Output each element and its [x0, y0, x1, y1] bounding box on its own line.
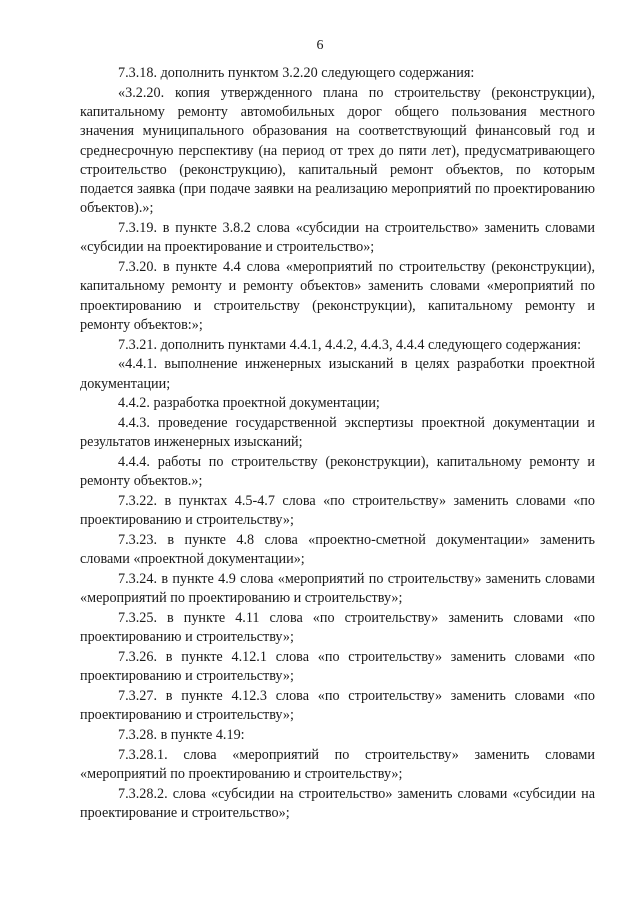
paragraph-7-3-19: 7.3.19. в пункте 3.8.2 слова «субсидии на строительство» заменить словами «субсидии на проектирование и строительство»; — [80, 220, 595, 256]
paragraph-7-3-27: 7.3.27. в пункте 4.12.3 слова «по строительству» заменить словами «по проектированию и строительству»; — [80, 687, 595, 724]
paragraph-4-4-4: 4.4.4. работы по строительству (реконструкции), капитальному ремонту и ремонту объектов.»; — [80, 454, 595, 490]
document-body — [80, 64, 595, 824]
paragraph-7-3-24: 7.3.24. в пункте 4.9 слова «мероприятий по строительству» заменить словами «мероприятий по проектированию и строительству»; — [80, 571, 595, 607]
paragraph-3-2-20-quote: «3.2.20. копия утвержденного плана по строительству (реконструкции), капитальному ремонту автомобильных дорог общего пользования местного значения муниципального образования на соответствующий финансовый год и среднесрочную перспективу (на период от трех до пяти лет), предусматривающего строительство (реконструкцию), капитальный ремонт объектов, по которым подается заявка (при подаче заявки на реализацию мероприятий по проектированию объектов).»; — [80, 84, 595, 217]
paragraph-7-3-28: 7.3.28. в пункте 4.19: — [118, 726, 245, 743]
paragraph-4-4-3: 4.4.3. проведение государственной экспертизы проектной документации и результатов инженерных изысканий; — [80, 415, 595, 451]
paragraph-7-3-18: 7.3.18. дополнить пунктом 3.2.20 следующего содержания: — [118, 65, 475, 81]
paragraph-7-3-25: 7.3.25. в пункте 4.11 слова «по строительству» заменить словами «по проектированию и строительству»; — [80, 610, 595, 646]
paragraph-4-4-1: «4.4.1. выполнение инженерных изысканий в целях разработки проектной документации; — [80, 356, 595, 392]
paragraph-7-3-23: 7.3.23. в пункте 4.8 слова «проектно-сметной документации» заменить словами «проектной документации»; — [80, 532, 595, 568]
paragraph-7-3-28-2: 7.3.28.2. слова «субсидии на строительство» заменить словами «субсидии на проектирование и строительство»; — [80, 785, 595, 821]
paragraph-4-4-2: 4.4.2. разработка проектной документации; — [118, 395, 380, 412]
page-number: 6 — [316, 38, 324, 53]
paragraph-7-3-20: 7.3.20. в пункте 4.4 слова «мероприятий по строительству (реконструкции), капитальному ремонту и ремонту объектов» заменить словами «мероприятий по проектированию и строительству (реконструкции), капитальному ремонту и ремонту объектов:»; — [80, 259, 595, 334]
paragraph-7-3-28-1: 7.3.28.1. слова «мероприятий по строительству» заменить словами «мероприятий по проектированию и строительству»; — [80, 746, 595, 782]
paragraph-7-3-22: 7.3.22. в пунктах 4.5-4.7 слова «по строительству» заменить словами «по проектированию и строительству»; — [80, 493, 595, 529]
paragraph-7-3-26: 7.3.26. в пункте 4.12.1 слова «по строительству» заменить словами «по проектированию и строительству»; — [80, 648, 595, 685]
paragraph-7-3-21: 7.3.21. дополнить пунктами 4.4.1, 4.4.2, 4.4.3, 4.4.4 следующего содержания: — [118, 336, 582, 353]
